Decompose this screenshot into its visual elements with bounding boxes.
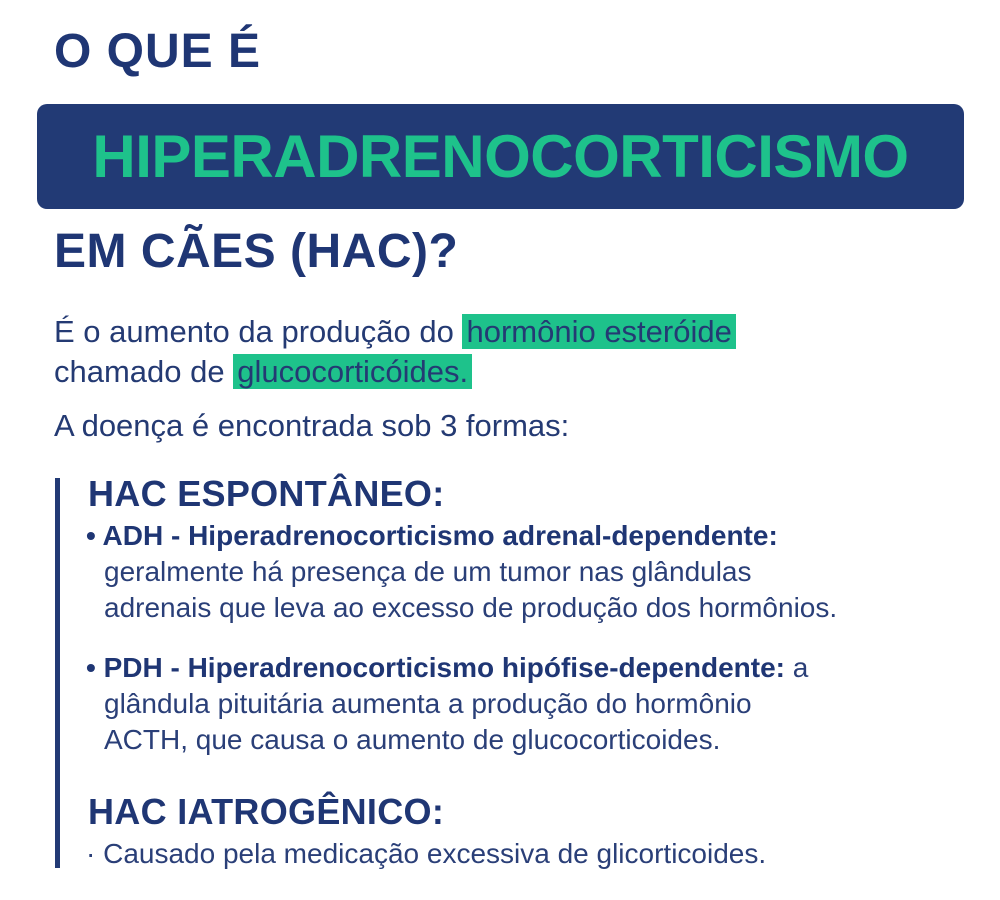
section-title-spontaneous: HAC ESPONTÂNEO: (88, 473, 445, 514)
intro-text-2: chamado de (54, 354, 234, 389)
bullet-pdh-tail: a (785, 652, 809, 683)
bullet-pdh-line-1: glândula pituitária aumenta a produção do hormônio (104, 688, 752, 719)
intro-paragraph (54, 312, 974, 392)
bullet-adh (86, 518, 981, 626)
bullet-adh-line-1: geralmente há presença de um tumor nas glândulas (104, 556, 752, 587)
intro-text-1: É o aumento da produção do (54, 314, 463, 349)
iatrogenic-text: · Causado pela medicação excessiva de glicorticoides. (86, 838, 767, 869)
highlight-hormone: hormônio esteróide (462, 314, 735, 349)
forms-intro: A doença é encontrada sob 3 formas: (54, 408, 570, 443)
title-banner (37, 104, 964, 209)
bullet-pdh-heading: • PDH - Hiperadrenocorticismo hipófise-dependente: (86, 652, 786, 683)
section-title-iatrogenic: HAC IATROGÊNICO: (88, 791, 445, 832)
bullet-adh-line-2: adrenais que leva ao excesso de produção dos hormônios. (104, 592, 838, 623)
title-line-3: EM CÃES (HAC)? (54, 225, 459, 278)
highlight-glucocorticoids: glucocorticóides. (233, 354, 472, 389)
bullet-adh-heading: • ADH - Hiperadrenocorticismo adrenal-dependente: (86, 520, 778, 551)
banner-title: HIPERADRENOCORTICISMO (92, 122, 909, 190)
section-divider-line (55, 478, 60, 868)
bullet-pdh-line-2: ACTH, que causa o aumento de glucocorticoides. (104, 724, 721, 755)
title-line-1: O QUE É (54, 25, 262, 78)
bullet-pdh (86, 650, 981, 758)
